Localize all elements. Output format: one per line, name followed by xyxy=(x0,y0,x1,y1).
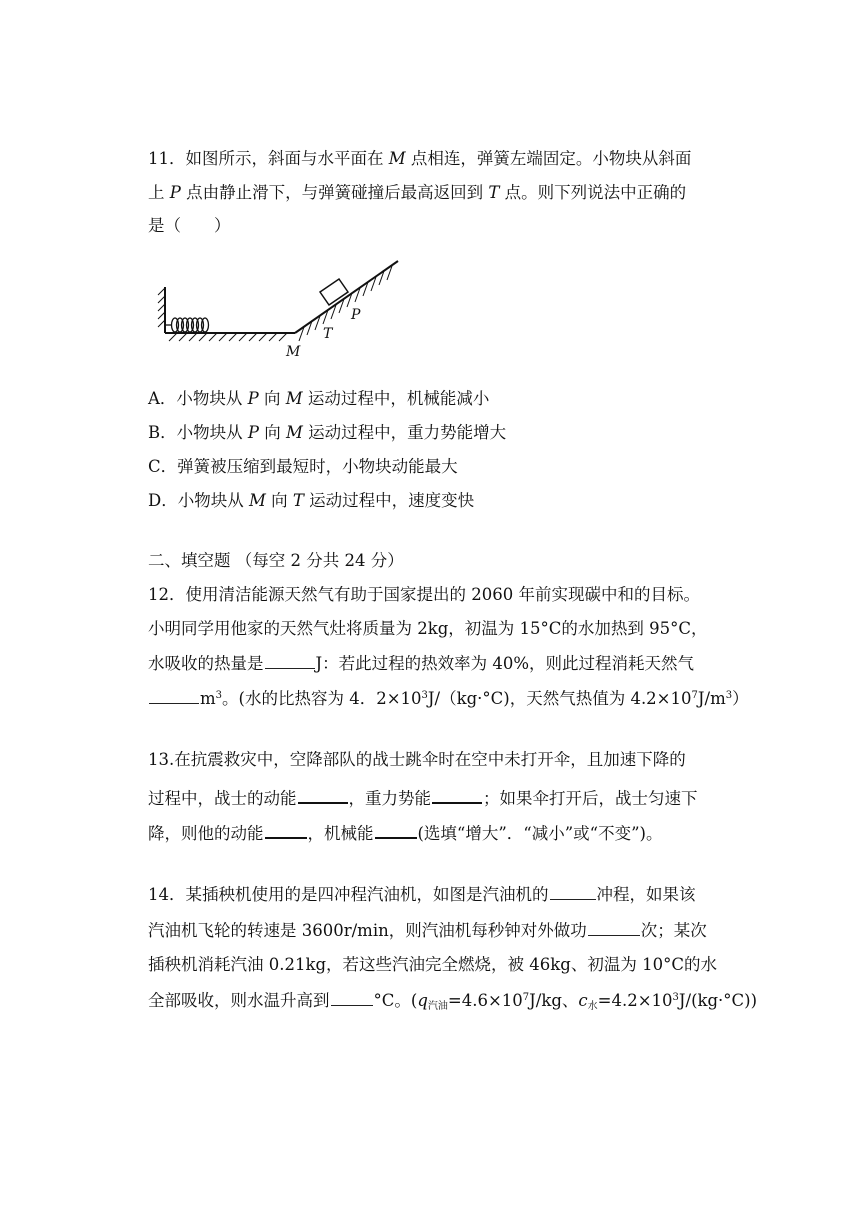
option-b: B．小物块从 P 向 M 运动过程中，重力势能增大 xyxy=(148,423,507,442)
q14-line-4: 全部吸收，则水温升高到 °C。($q_{汽油}=4.6\times 10^7J/kg$、$c_水=4.2\times 10^3J/(kg\cdot^\circ C)$) xyxy=(148,988,757,1013)
q11-text: 点由静止滑下，与弹簧碰撞后最高返回到 xyxy=(180,183,489,202)
wall-hatch xyxy=(158,288,165,327)
q11-text: 11．如图所示，斜面与水平面在 xyxy=(148,149,389,168)
incline-spring-svg xyxy=(155,255,405,365)
q11-text: 点相连，弹簧左端固定。小物块从斜面 xyxy=(405,149,692,168)
q11-line-3: 是（ ） xyxy=(148,216,231,235)
q11-text: 上 xyxy=(148,183,170,202)
var-T: T xyxy=(488,183,500,202)
answer-blank[interactable] xyxy=(298,785,348,804)
answer-blank[interactable] xyxy=(265,651,315,669)
q12-line-3: 水吸收的热量是 J：若此过程的热效率为 40%，则此过程消耗天然气 xyxy=(148,651,694,676)
answer-blank[interactable] xyxy=(265,820,307,839)
answer-blank[interactable] xyxy=(432,785,482,804)
incline-line xyxy=(295,261,398,333)
spring xyxy=(165,318,209,332)
q13-line-3: 降，则他的动能 ，机械能 (选填“增大”．“减小”或“不变”)。 xyxy=(148,820,663,846)
answer-blank[interactable] xyxy=(588,918,640,936)
incline-spring-diagram xyxy=(155,255,405,365)
q11-text: 点。则下列说法中正确的 xyxy=(499,183,687,202)
q12-line-4: $m^3$。(水的比热容为 4．$2\times 10^3J/(kg\cdot^\circ C)$，天然气热值为 $4.2\times 10^7J/m^3$） xyxy=(148,686,749,711)
var-M: M xyxy=(388,149,406,168)
q13-line-1: 13.在抗震救灾中，空降部队的战士跳伞时在空中未打开伞，且加速下降的 xyxy=(148,750,686,769)
answer-blank[interactable] xyxy=(375,820,417,839)
label-T: T xyxy=(323,326,333,342)
option-a: A．小物块从 P 向 M 运动过程中，机械能减小 xyxy=(148,389,490,408)
label-P: P xyxy=(351,307,361,323)
answer-blank[interactable] xyxy=(331,988,373,1006)
label-M: M xyxy=(286,344,301,360)
var-P: P xyxy=(169,183,181,202)
answer-blank[interactable] xyxy=(550,882,596,900)
q14-line-2: 汽油机飞轮的转速是 3600r/min，则汽油机每秒钟对外做功 次；某次 xyxy=(148,918,707,943)
q11-line-2 xyxy=(148,181,686,205)
block xyxy=(320,279,348,305)
q12-line-1: 12．使用清洁能源天然气有助于国家提出的 2060 年前实现碳中和的目标。 xyxy=(148,585,700,604)
section-title: 二、填空题 （每空 2 分共 24 分） xyxy=(148,551,404,570)
incline-hatch xyxy=(299,266,392,341)
q14-line-1: 14．某插秧机使用的是四冲程汽油机，如图是汽油机的 冲程，如果该 xyxy=(148,882,696,907)
q14-line-3: 插秧机消耗汽油 0.21kg，若这些汽油完全燃烧，被 46kg、初温为 10°C的水 xyxy=(148,955,717,974)
q13-line-2: 过程中，战士的动能 ，重力势能 ；如果伞打开后，战士匀速下 xyxy=(148,785,698,811)
option-c: C．弹簧被压缩到最短时，小物块动能最大 xyxy=(148,457,458,476)
ground-hatch xyxy=(169,333,287,341)
answer-blank[interactable] xyxy=(149,686,199,704)
q12-line-2: 小明同学用他家的天然气灶将质量为 2kg，初温为 15°C的水加热到 95°C， xyxy=(148,619,708,638)
q11-line-1 xyxy=(148,147,691,171)
option-d: D．小物块从 M 向 T 运动过程中，速度变快 xyxy=(148,491,475,510)
